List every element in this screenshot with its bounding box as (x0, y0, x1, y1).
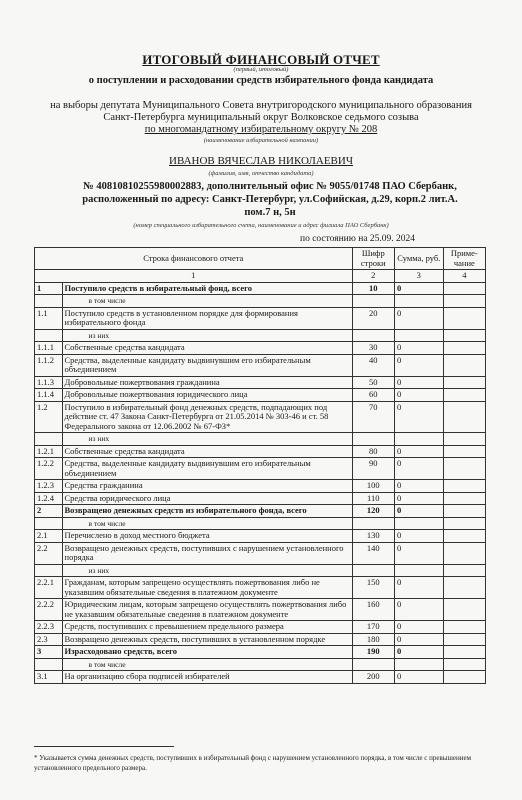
row-note (443, 342, 485, 355)
row-label: из них (62, 433, 352, 446)
row-note (443, 492, 485, 505)
row-note (443, 599, 485, 621)
row-sum: 0 (394, 376, 443, 389)
table-body (35, 282, 486, 683)
row-sum: 0 (394, 671, 443, 684)
row-number: 1.2.3 (35, 480, 63, 493)
row-code (352, 517, 394, 530)
row-code: 130 (352, 530, 394, 543)
row-code: 100 (352, 480, 394, 493)
table-row (35, 492, 486, 505)
row-number: 1.1.2 (35, 354, 63, 376)
row-note (443, 376, 485, 389)
row-sum (394, 564, 443, 577)
row-sum: 0 (394, 542, 443, 564)
row-label: Средства, выделенные кандидату выдвинувшим его избирательным объединением (62, 458, 352, 480)
row-label: в том числе (62, 658, 352, 671)
row-label: Собственные средства кандидата (62, 342, 352, 355)
row-note (443, 282, 485, 295)
election-caption: (наименование избирательной кампании) (203, 137, 319, 144)
table-subheading-row (35, 517, 486, 530)
footnote: * Указывается сумма денежных средств, поступивших в избирательный фонд с нарушением установленного порядка, в том числе с превышением установленного предельного размера. (34, 754, 471, 772)
row-code: 200 (352, 671, 394, 684)
col-number-4: 4 (443, 270, 485, 283)
as-of-date: по состоянию на 25.09. 2024 (300, 234, 416, 244)
row-label: Возвращено денежных средств, поступивших с нарушением установленного порядка (62, 542, 352, 564)
row-note (443, 621, 485, 634)
row-note (443, 517, 485, 530)
row-code: 20 (352, 307, 394, 329)
table-row (35, 599, 486, 621)
row-code: 180 (352, 633, 394, 646)
row-code: 40 (352, 354, 394, 376)
row-number (35, 329, 63, 342)
candidate-caption: (фамилия, имя, отчество кандидата) (208, 170, 314, 177)
row-number: 1.2.4 (35, 492, 63, 505)
row-note (443, 671, 485, 684)
row-note (443, 564, 485, 577)
row-number: 2.2.1 (35, 577, 63, 599)
row-code: 160 (352, 599, 394, 621)
row-sum: 0 (394, 577, 443, 599)
row-note (443, 401, 485, 433)
table-row (35, 505, 486, 518)
row-note (443, 658, 485, 671)
row-number: 2.2 (35, 542, 63, 564)
table-row (35, 577, 486, 599)
table-row (35, 445, 486, 458)
row-code: 80 (352, 445, 394, 458)
row-sum: 0 (394, 599, 443, 621)
row-note (443, 329, 485, 342)
table-row (35, 480, 486, 493)
table-row (35, 307, 486, 329)
row-number (35, 564, 63, 577)
col-number-1: 1 (35, 270, 353, 283)
table-header-row (35, 248, 486, 270)
account-caption: (номер специального избирательного счета, наименование и адрес филиала ПАО Сбербанк) (133, 222, 389, 229)
footnote-divider (34, 746, 174, 747)
table-subheading-row (35, 658, 486, 671)
row-code: 50 (352, 376, 394, 389)
report-subtitle: о поступлении и расходовании средств избирательного фонда кандидата (88, 75, 434, 86)
col-number-3: 3 (394, 270, 443, 283)
row-code (352, 329, 394, 342)
row-sum: 0 (394, 492, 443, 505)
report-title: ИТОГОВЫЙ ФИНАНСОВЫЙ ОТЧЕТ (142, 52, 380, 67)
table-row (35, 671, 486, 684)
candidate-name: ИВАНОВ ВЯЧЕСЛАВ НИКОЛАЕВИЧ (169, 155, 353, 167)
row-code: 120 (352, 505, 394, 518)
row-code: 170 (352, 621, 394, 634)
row-number: 1.1.4 (35, 389, 63, 402)
header-row-label: Строка финансового отчета (35, 248, 353, 270)
row-code: 150 (352, 577, 394, 599)
row-number: 1.1.3 (35, 376, 63, 389)
table-row (35, 458, 486, 480)
account-details (70, 180, 470, 219)
election-line-1: на выборы депутата Муниципального Совета внутригородского муниципального образования (50, 100, 472, 111)
row-code: 70 (352, 401, 394, 433)
row-number: 3.1 (35, 671, 63, 684)
row-code: 190 (352, 646, 394, 659)
row-note (443, 577, 485, 599)
row-code: 60 (352, 389, 394, 402)
row-code: 30 (352, 342, 394, 355)
row-sum: 0 (394, 282, 443, 295)
row-number: 2.1 (35, 530, 63, 543)
row-label: Израсходовано средств, всего (62, 646, 352, 659)
row-note (443, 646, 485, 659)
row-code: 140 (352, 542, 394, 564)
row-note (443, 295, 485, 308)
row-code (352, 295, 394, 308)
row-sum: 0 (394, 342, 443, 355)
row-number: 1 (35, 282, 63, 295)
row-note (443, 354, 485, 376)
table-row (35, 646, 486, 659)
table-subheading-row (35, 329, 486, 342)
table-row (35, 401, 486, 433)
row-sum: 0 (394, 307, 443, 329)
table-row (35, 542, 486, 564)
row-number: 1.2.1 (35, 445, 63, 458)
row-note (443, 458, 485, 480)
row-number: 2.2.3 (35, 621, 63, 634)
row-label: На организацию сбора подписей избирателей (62, 671, 352, 684)
table-row (35, 354, 486, 376)
row-sum: 0 (394, 646, 443, 659)
row-sum: 0 (394, 480, 443, 493)
row-sum: 0 (394, 633, 443, 646)
row-label: Средства гражданина (62, 480, 352, 493)
row-number (35, 433, 63, 446)
row-label: Добровольные пожертвования гражданина (62, 376, 352, 389)
row-number (35, 517, 63, 530)
row-sum (394, 329, 443, 342)
financial-report-table (34, 247, 486, 684)
row-note (443, 433, 485, 446)
header-sum: Сумма, руб. (394, 248, 443, 270)
table-row (35, 389, 486, 402)
row-label: Собственные средства кандидата (62, 445, 352, 458)
row-label: Гражданам, которым запрещено осуществлять пожертвования либо не указавшим обязательные сведения в платежном документе (62, 577, 352, 599)
table-subheading-row (35, 564, 486, 577)
row-note (443, 445, 485, 458)
row-note (443, 389, 485, 402)
row-label: Возвращено денежных средств, поступивших в установленном порядке (62, 633, 352, 646)
row-note (443, 307, 485, 329)
row-number (35, 658, 63, 671)
row-number: 1.1.1 (35, 342, 63, 355)
table-row (35, 621, 486, 634)
row-number: 1.2 (35, 401, 63, 433)
row-label: Возвращено денежных средств из избирательного фонда, всего (62, 505, 352, 518)
row-label: Поступило средств в избирательный фонд, всего (62, 282, 352, 295)
row-label: Поступило в избирательный фонд денежных средств, подпадающих под действие ст. 47 Закона Санкт-Петербурга от 21.05.2014 № 303-46 и ст. 58 Федерального закона от 12.06.2002 № 67-ФЗ* (62, 401, 352, 433)
row-sum: 0 (394, 389, 443, 402)
row-code: 110 (352, 492, 394, 505)
row-code (352, 433, 394, 446)
table-row (35, 633, 486, 646)
row-sum (394, 517, 443, 530)
row-code (352, 658, 394, 671)
row-label: Юридическим лицам, которым запрещено осуществлять пожертвования либо не указавшим обязательные сведения в платежном документе (62, 599, 352, 621)
row-label: Средства, выделенные кандидату выдвинувшим его избирательным объединением (62, 354, 352, 376)
row-label: Средства юридического лица (62, 492, 352, 505)
row-sum: 0 (394, 445, 443, 458)
row-label: Средств, поступивших с превышением предельного размера (62, 621, 352, 634)
row-code: 10 (352, 282, 394, 295)
row-label: Перечислено в доход местного бюджета (62, 530, 352, 543)
row-number: 2 (35, 505, 63, 518)
row-sum: 0 (394, 505, 443, 518)
table-subheading-row (35, 295, 486, 308)
row-number: 2.3 (35, 633, 63, 646)
header-code: Шифр строки (352, 248, 394, 270)
row-number: 1.1 (35, 307, 63, 329)
title-caption: (первый, итоговый) (233, 66, 289, 73)
row-sum: 0 (394, 354, 443, 376)
account-text: № 40810810255980002883, дополнительный офис № 9055/01748 ПАО Сбербанк, расположенный по адресу: Санкт-Петербург, ул.Софийская, д.29, корп.2 лит.А. пом.7 н, 5н (82, 181, 458, 218)
table-number-row (35, 270, 486, 283)
election-line-3: по многомандатному избирательному округу № 208 (144, 124, 378, 135)
row-sum: 0 (394, 530, 443, 543)
row-note (443, 542, 485, 564)
row-number: 3 (35, 646, 63, 659)
table-row (35, 342, 486, 355)
row-note (443, 480, 485, 493)
row-sum (394, 295, 443, 308)
row-number (35, 295, 63, 308)
row-note (443, 633, 485, 646)
row-label: в том числе (62, 295, 352, 308)
row-label: Добровольные пожертвования юридического лица (62, 389, 352, 402)
row-code (352, 564, 394, 577)
table-row (35, 282, 486, 295)
table-row (35, 530, 486, 543)
row-sum: 0 (394, 401, 443, 433)
row-sum (394, 658, 443, 671)
row-label: из них (62, 564, 352, 577)
election-line-2: Санкт-Петербурга муниципальный округ Волковское седьмого созыва (103, 112, 419, 123)
row-number: 2.2.2 (35, 599, 63, 621)
table-row (35, 376, 486, 389)
row-code: 90 (352, 458, 394, 480)
row-label: Поступило средств в установленном порядке для формирования избирательного фонда (62, 307, 352, 329)
col-number-2: 2 (352, 270, 394, 283)
row-sum: 0 (394, 458, 443, 480)
row-sum: 0 (394, 621, 443, 634)
row-note (443, 530, 485, 543)
row-note (443, 505, 485, 518)
row-number: 1.2.2 (35, 458, 63, 480)
header-note: Приме-чание (443, 248, 485, 270)
row-label: в том числе (62, 517, 352, 530)
row-sum (394, 433, 443, 446)
row-label: из них (62, 329, 352, 342)
table-subheading-row (35, 433, 486, 446)
